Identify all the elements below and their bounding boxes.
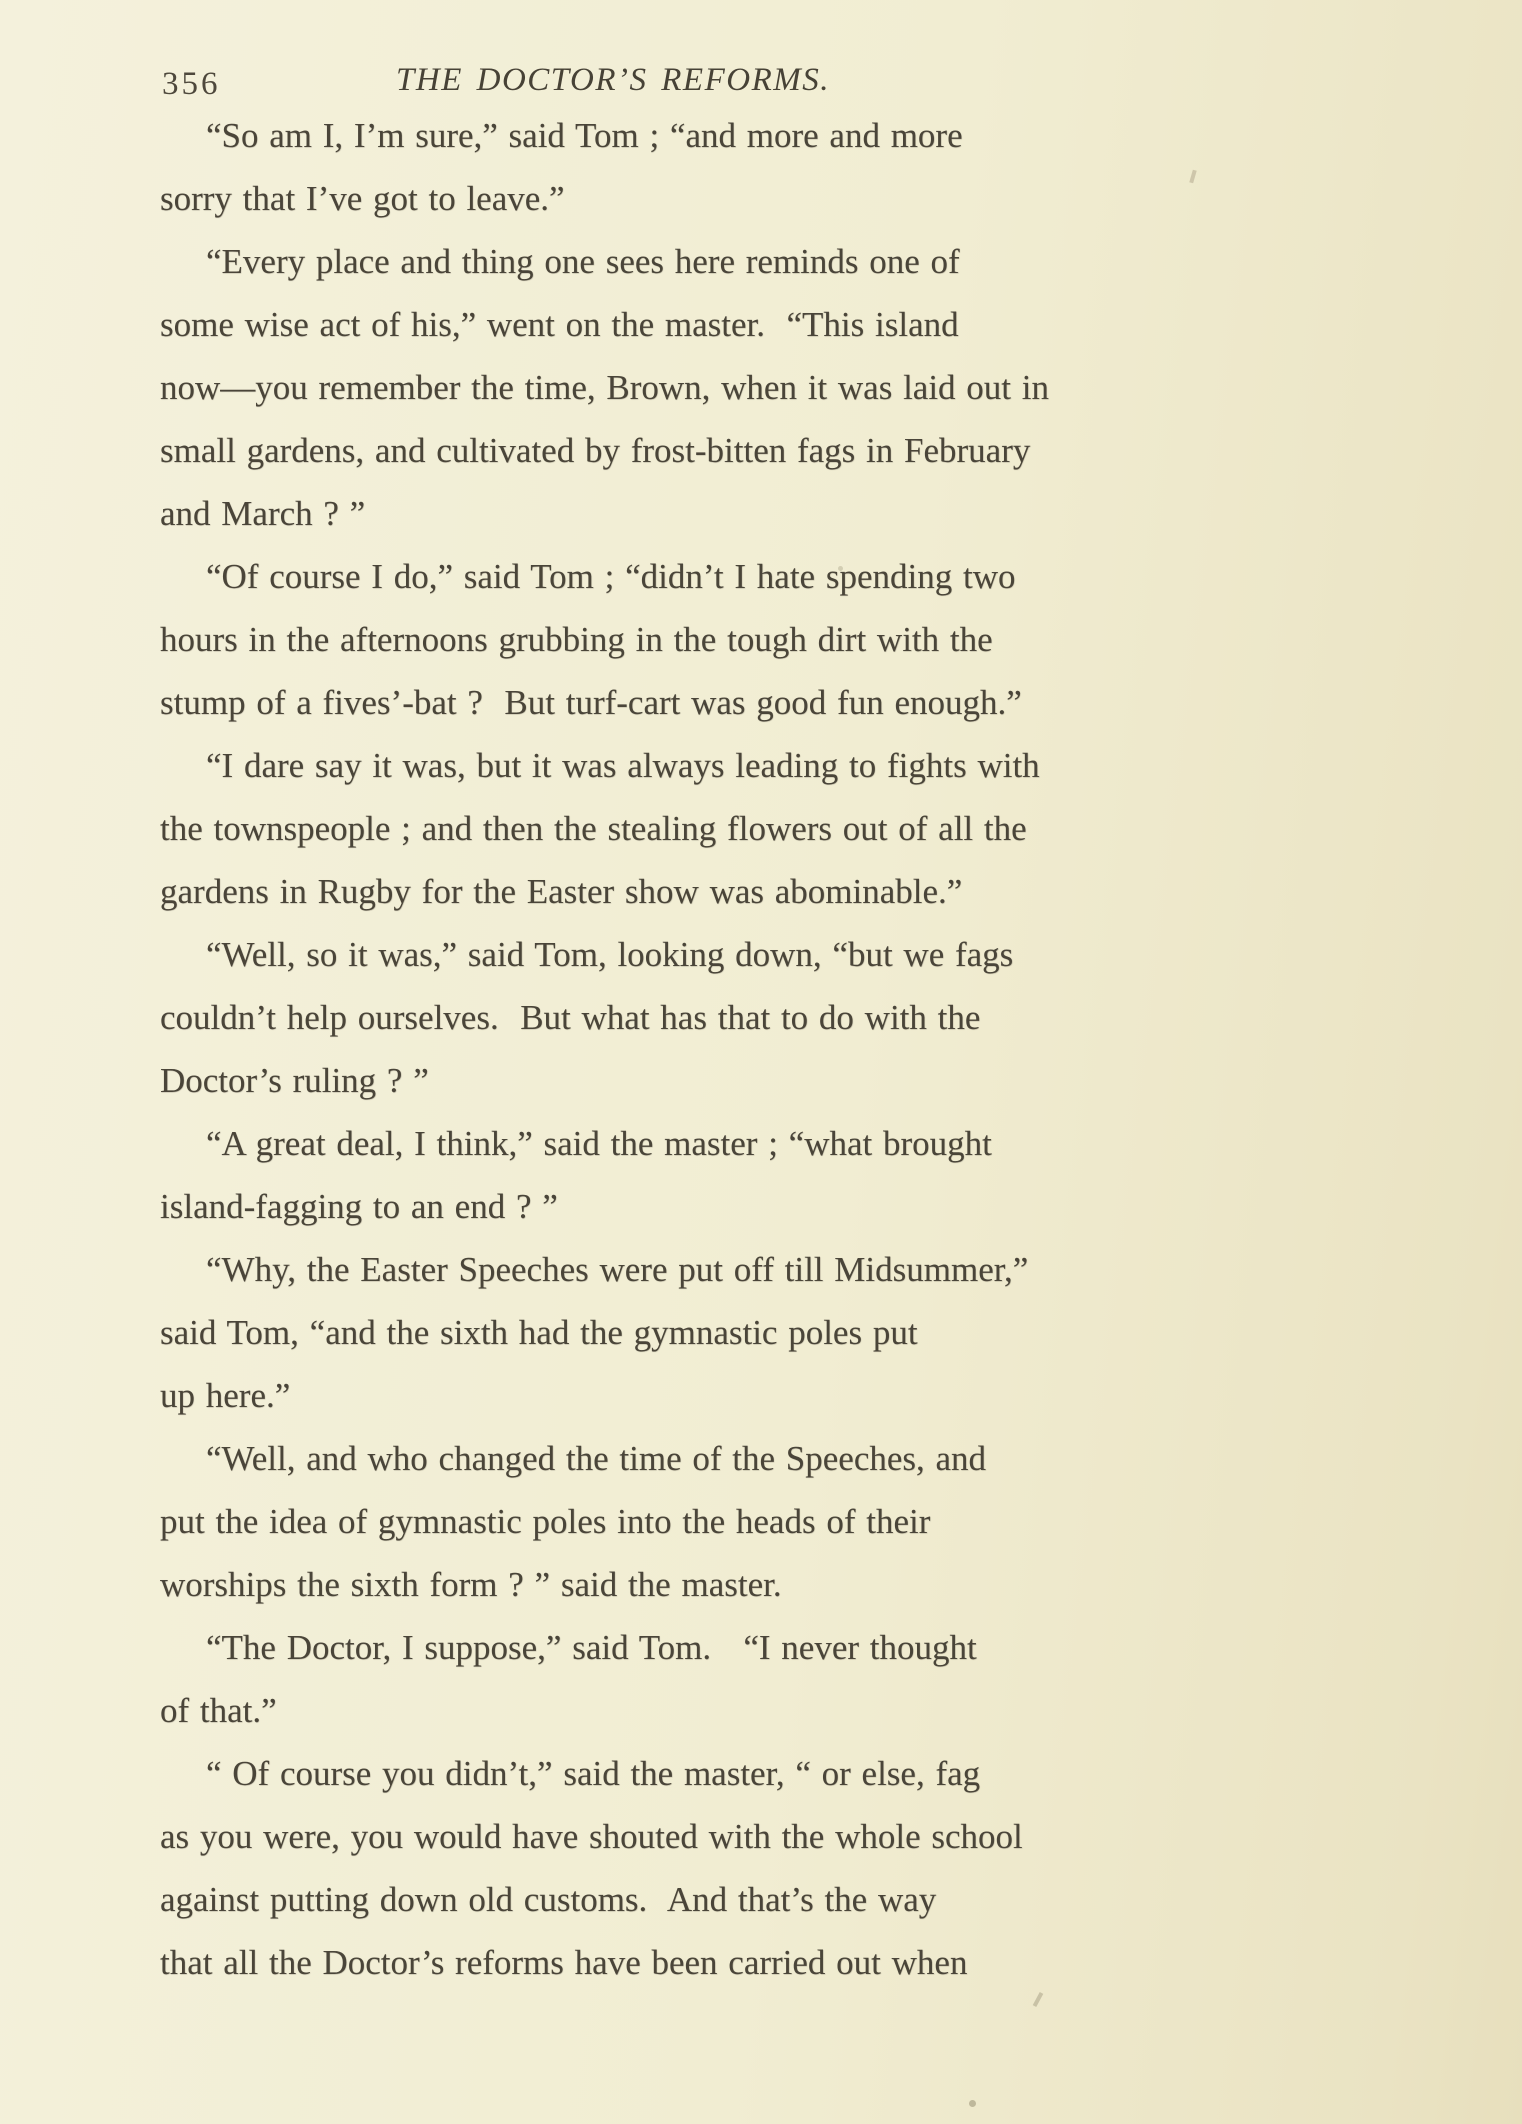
text-line: “A great deal, I think,” said the master ; “what brought xyxy=(206,1124,992,1163)
text-line: “Well, so it was,” said Tom, looking down, “but we fags xyxy=(206,935,1014,974)
paragraph xyxy=(160,734,1066,923)
paragraph xyxy=(160,230,1066,545)
text-line: small gardens, and cultivated by frost-bitten fags in February xyxy=(160,431,1031,470)
text-line: “Why, the Easter Speeches were put off till Midsummer,” xyxy=(206,1250,1029,1289)
paragraph xyxy=(160,923,1066,1112)
text-line: couldn’t help ourselves. But what has that to do with the xyxy=(160,998,981,1037)
ink-speck xyxy=(969,2100,976,2107)
text-line: “Of course I do,” said Tom ; “didn’t I hate spending two xyxy=(206,557,1016,596)
text-line: that all the Doctor’s reforms have been carried out when xyxy=(160,1943,968,1982)
paragraph xyxy=(160,545,1066,734)
paragraph xyxy=(160,1427,1066,1616)
text-line: up here.” xyxy=(160,1376,291,1415)
text-line: “ Of course you didn’t,” said the master, “ or else, fag xyxy=(206,1754,981,1793)
page-number: 356 xyxy=(162,66,221,102)
text-line: stump of a fives’-bat ? But turf-cart was good fun enough.” xyxy=(160,683,1022,722)
running-head: THE DOCTOR’S REFORMS. xyxy=(396,62,830,98)
text-line: against putting down old customs. And that’s the way xyxy=(160,1880,937,1919)
text-line: put the idea of gymnastic poles into the heads of their xyxy=(160,1502,931,1541)
text-line: some wise act of his,” went on the master. “This island xyxy=(160,305,959,344)
text-line: worships the sixth form ? ” said the master. xyxy=(160,1565,782,1604)
text-line: “The Doctor, I suppose,” said Tom. “I never thought xyxy=(206,1628,977,1667)
text-line: gardens in Rugby for the Easter show was abominable.” xyxy=(160,872,963,911)
ink-speck xyxy=(1189,170,1196,184)
text-line: “So am I, I’m sure,” said Tom ; “and more and more xyxy=(206,116,963,155)
text-line: Doctor’s ruling ? ” xyxy=(160,1061,429,1100)
text-line: “I dare say it was, but it was always leading to fights with xyxy=(206,746,1040,785)
paragraph xyxy=(160,1742,1066,1994)
text-line: as you were, you would have shouted with the whole school xyxy=(160,1817,1023,1856)
text-line: sorry that I’ve got to leave.” xyxy=(160,179,565,218)
paragraph xyxy=(160,1616,1066,1742)
text-line: now—you remember the time, Brown, when it was laid out in xyxy=(160,368,1050,407)
text-line: hours in the afternoons grubbing in the tough dirt with the xyxy=(160,620,993,659)
text-line: and March ? ” xyxy=(160,494,366,533)
text-line: “Well, and who changed the time of the Speeches, and xyxy=(206,1439,987,1478)
text-line: the townspeople ; and then the stealing flowers out of all the xyxy=(160,809,1027,848)
paragraph xyxy=(160,1112,1066,1238)
page-body xyxy=(160,104,1066,1994)
text-line: of that.” xyxy=(160,1691,277,1730)
text-line: island-fagging to an end ? ” xyxy=(160,1187,558,1226)
paragraph xyxy=(160,104,1066,230)
ink-speck xyxy=(838,566,843,571)
text-line: “Every place and thing one sees here reminds one of xyxy=(206,242,960,281)
paragraph xyxy=(160,1238,1066,1427)
text-line: said Tom, “and the sixth had the gymnastic poles put xyxy=(160,1313,918,1352)
page-header xyxy=(160,60,1066,104)
ink-speck xyxy=(1033,1992,1044,2007)
